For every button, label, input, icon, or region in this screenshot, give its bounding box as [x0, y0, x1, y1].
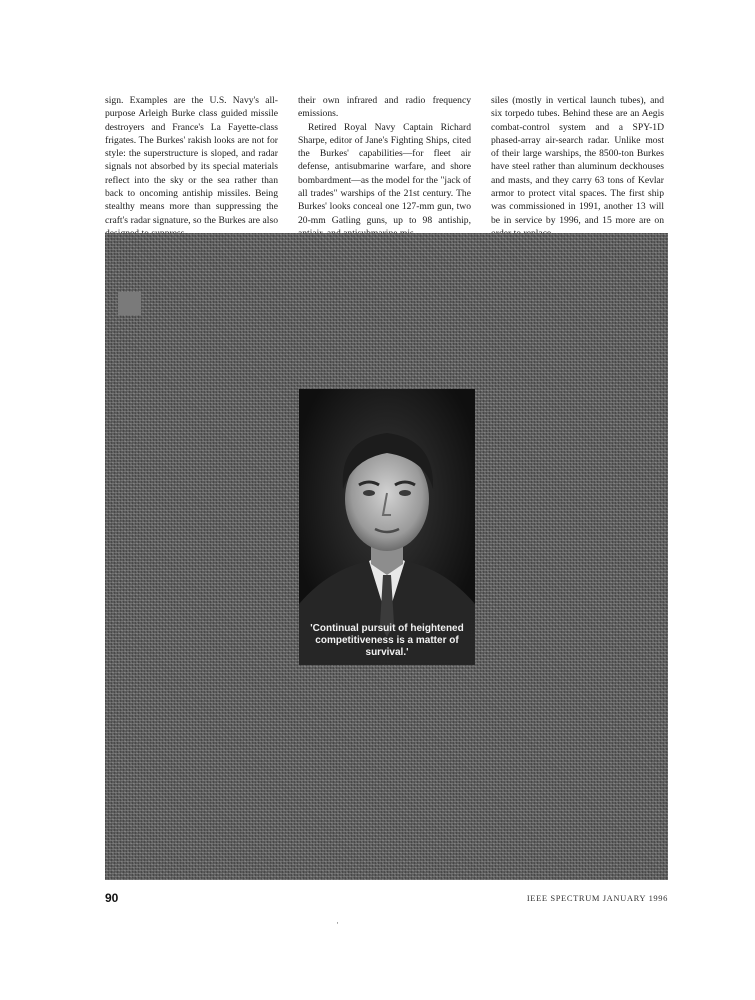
column-2-paragraph-1: their own infrared and radio frequency emissions.	[298, 95, 471, 120]
scan-speck: ·	[336, 918, 339, 928]
article-column-1	[105, 94, 278, 228]
quote-caption: 'Continual pursuit of heightened competitiveness is a matter of survival.'	[310, 623, 464, 658]
column-3-paragraph-1: siles (mostly in vertical launch tubes), and six torpedo tubes. Behind these are an Aegis combat-control system and a SPY-1D phased-array air-search radar. Unlike most of their large warships, the 8500-ton Burkes have steel rather than aluminum deckhouses and masts, and they carry 63 tons of Kevlar armor to protect vital spaces. The first ship was commissioned in 1991, another 13 will be in service by 1996, and 15 more are on	[491, 95, 664, 226]
page-number: 90	[105, 891, 119, 905]
column-1-paragraph-1: sign. Examples are the U.S. Navy's all-purpose Arleigh Burke class guided missile destroyers and France's La Fayette-class frigates. The Burkes' rakish looks are not for style: the superstructure is sloped, and radar signals not absorbed by its special materials reflect into the sky or the sea rather than back to oncoming antiship missiles. Being stealthy means more than suppressing the craft's radar signature, so the Burkes are also	[105, 95, 278, 226]
running-foot: IEEE SPECTRUM JANUARY 1996	[526, 893, 668, 903]
portrait-photo	[299, 389, 475, 665]
article-column-2	[298, 94, 471, 228]
column-2-paragraph-2: Retired Royal Navy Captain Richard Sharpe, editor of Jane's Fighting Ships, cited the Burkes' capabilities—for fleet air defense, antisubmarine warfare, and shore bombardment—as the model for the "jack of all trades" warships of the 21st century. The Burkes' looks conceal one 127-mm gun, two 20-mm Gatling guns, up to 98 antiship,	[298, 121, 471, 226]
article-column-3	[491, 94, 664, 228]
ad-drop-cap-glyph: ■	[115, 276, 144, 329]
advertisement-panel	[105, 233, 668, 880]
